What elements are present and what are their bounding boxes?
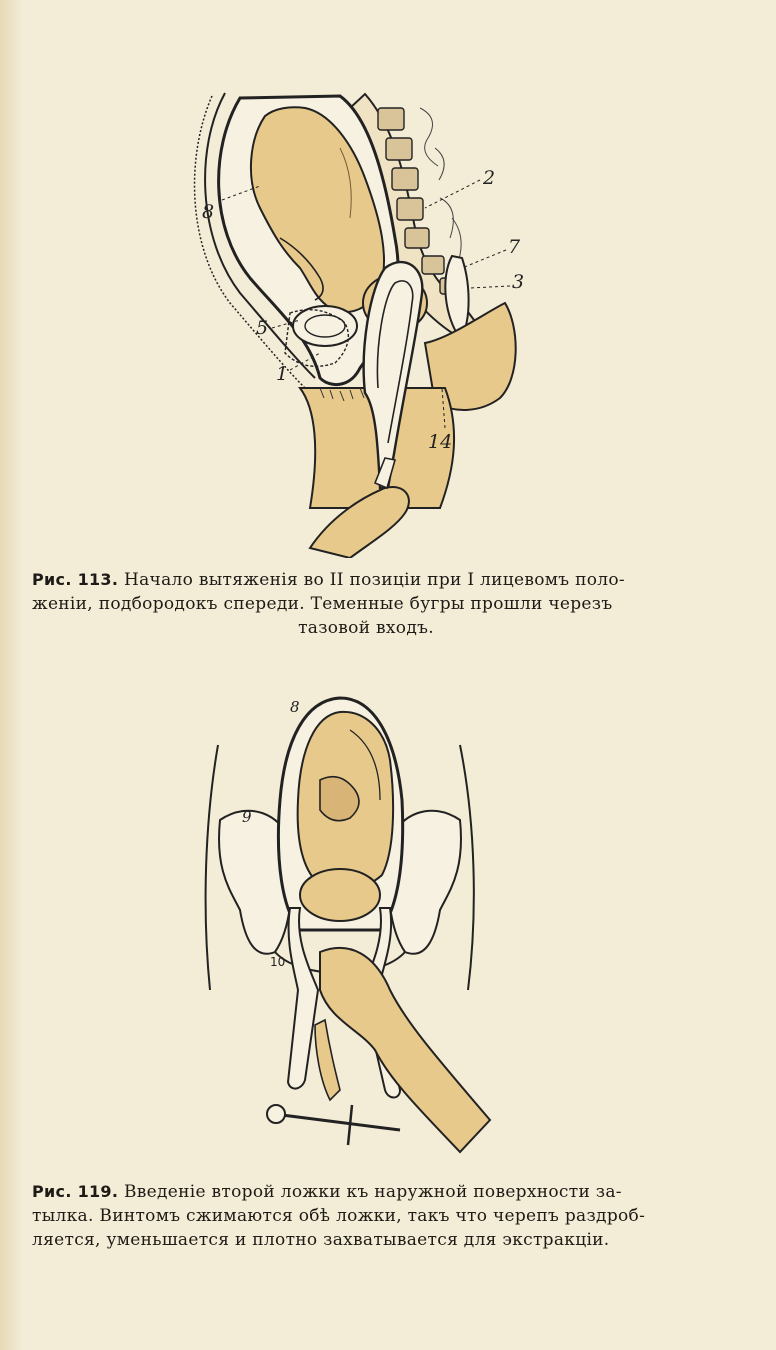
caption-113-line-1-text: Начало вытяженія во II позиціи при I лицевомъ поло- bbox=[123, 570, 625, 590]
caption-119-line-1 bbox=[32, 1180, 700, 1204]
caption-119-line-2: тылка. Винтомъ сжимаются обѣ ложки, такъ что черепъ раздроб- bbox=[32, 1206, 646, 1226]
figure-113-label-5: 5 bbox=[256, 317, 269, 339]
figure-113-label-1: 1 bbox=[276, 363, 289, 385]
figure-113-caption bbox=[32, 568, 700, 640]
caption-119-lead: Рис. 119. bbox=[32, 1182, 119, 1201]
figure-119-caption bbox=[32, 1180, 700, 1252]
figure-113-label-8: 8 bbox=[202, 201, 215, 223]
figure-113-label-3: 3 bbox=[512, 271, 525, 293]
caption-119-line-1-text: Введеніе второй ложки къ наружной поверхности за- bbox=[123, 1182, 622, 1202]
caption-119-line-3: ляется, уменьшается и плотно захватывается для экстракціи. bbox=[32, 1230, 610, 1250]
figure-113-label-2: 2 bbox=[483, 167, 496, 189]
page-edge bbox=[0, 0, 22, 1350]
figure-113-label-7: 7 bbox=[508, 236, 521, 258]
caption-113-line-2: женіи, подбородокъ спереди. Теменные бугры прошли черезъ bbox=[32, 594, 613, 614]
figure-119-label-10: 10 bbox=[270, 955, 286, 969]
caption-113-lead: Рис. 113. bbox=[32, 570, 119, 589]
caption-113-line-3: тазовой входъ. bbox=[298, 618, 434, 638]
caption-113-line-1 bbox=[32, 568, 700, 592]
figure-113-label-14: 14 bbox=[428, 431, 453, 453]
figure-119-label-9: 9 bbox=[242, 808, 252, 826]
figure-113-illustration bbox=[190, 88, 550, 558]
figure-119-illustration bbox=[190, 690, 520, 1160]
figure-119-label-8: 8 bbox=[290, 698, 300, 716]
